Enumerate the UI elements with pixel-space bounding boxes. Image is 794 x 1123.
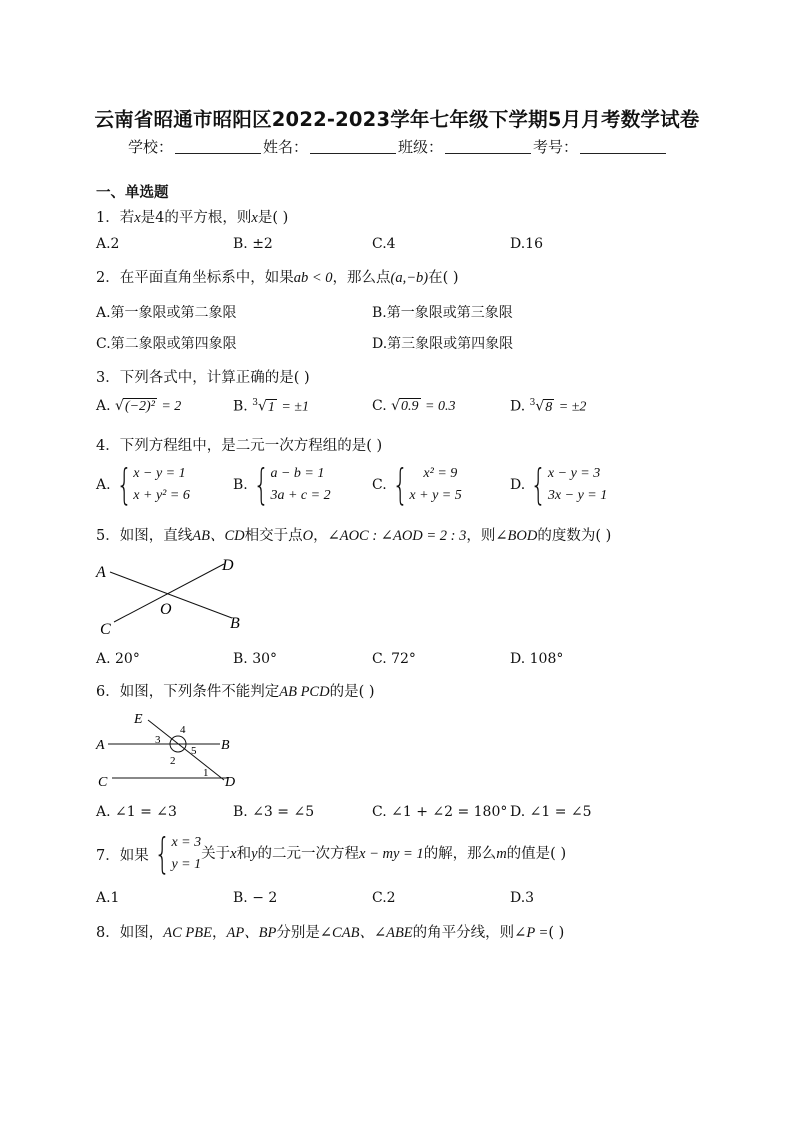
q5-figure <box>90 552 260 640</box>
q1-option-c: C.4 <box>372 236 396 252</box>
q6-figure <box>90 708 250 794</box>
class-blank <box>445 139 531 154</box>
question-7: 7．如果 { x = 3 y = 1 关于x和y的二元一次方程x − my = 1的解，那么m的值是( ) <box>96 829 567 878</box>
page-title: 云南省昭通市昭阳区2022-2023学年七年级下学期5月月考数学试卷 <box>94 108 700 131</box>
label-c: C <box>98 775 108 790</box>
angle-3: 3 <box>155 734 161 746</box>
label-d: D <box>222 557 234 574</box>
label-e: E <box>134 712 143 727</box>
angle-5: 5 <box>191 745 197 757</box>
q3-option-b: B. $^3$√1 = ±1 <box>233 398 309 415</box>
school-label: 学校： <box>128 138 174 156</box>
label-a: A <box>96 738 105 753</box>
question-2: 2．在平面直角坐标系中，如果ab < 0，那么点(a,−b)在( ) <box>96 270 459 286</box>
q7-option-b: B. − 2 <box>233 890 278 906</box>
q7-option-d: D.3 <box>510 890 535 906</box>
q6-option-a: A. ∠1 = ∠3 <box>96 804 177 820</box>
question-5: 5．如图，直线AB、CD相交于点O，∠AOC : ∠AOD = 2 : 3，则∠BOD的度数为( ) <box>96 528 612 544</box>
label-d: D <box>225 775 236 790</box>
school-blank <box>175 139 261 154</box>
q5-option-a: A. 20° <box>96 651 140 667</box>
q7-option-a: A.1 <box>96 890 120 906</box>
question-8: 8．如图，AC PBE，AP、BP分别是∠CAB、∠ABE的角平分线，则∠P =( ) <box>96 925 565 941</box>
q4-option-c: C. { x² = 9 x + y = 5 <box>372 460 462 509</box>
label-b: B <box>230 615 240 632</box>
class-label: 班级： <box>398 138 444 156</box>
label-c: C <box>100 621 111 638</box>
question-3: 3．下列各式中，计算正确的是( ) <box>96 370 310 386</box>
q1-option-b: B. ±2 <box>233 236 273 252</box>
q3-option-a: A. √(−2)² = 2 <box>96 398 182 414</box>
q5-option-b: B. 30° <box>233 651 278 667</box>
student-info-line <box>128 136 668 157</box>
label-o: O <box>160 601 172 618</box>
q2-option-b: B.第一象限或第三象限 <box>372 305 513 321</box>
name-blank <box>310 139 396 154</box>
q1-option-d: D.16 <box>510 236 543 252</box>
q7-option-c: C.2 <box>372 890 396 906</box>
question-1: 1．若x是4的平方根，则x是( ) <box>96 210 289 226</box>
section-heading: 一、单选题 <box>96 185 169 201</box>
number-label: 考号： <box>533 138 579 156</box>
q3-option-c: C. √0.9 = 0.3 <box>372 398 456 414</box>
q4-option-d: D. { x − y = 3 3x − y = 1 <box>510 460 608 509</box>
angle-4: 4 <box>180 724 186 736</box>
q2-option-d: D.第三象限或第四象限 <box>372 336 514 352</box>
q6-option-b: B. ∠3 = ∠5 <box>233 804 315 820</box>
q6-option-d: D. ∠1 = ∠5 <box>510 804 592 820</box>
angle-2: 2 <box>170 755 176 767</box>
number-blank <box>580 139 666 154</box>
q5-option-c: C. 72° <box>372 651 416 667</box>
transversal <box>148 720 224 780</box>
q3-option-d: D. $^3$√8 = ±2 <box>510 398 587 415</box>
question-4: 4．下列方程组中，是二元一次方程组的是( ) <box>96 438 383 454</box>
q4-option-a: A. { x − y = 1 x + y² = 6 <box>96 460 190 509</box>
q4-option-b: B. { a − b = 1 3a + c = 2 <box>233 460 331 509</box>
q1-option-a: A.2 <box>96 236 120 252</box>
q6-option-c: C. ∠1 + ∠2 = 180° <box>372 804 508 820</box>
name-label: 姓名： <box>263 138 309 156</box>
label-b: B <box>221 738 230 753</box>
q5-option-d: D. 108° <box>510 651 564 667</box>
q2-option-c: C.第二象限或第四象限 <box>96 336 237 352</box>
q2-option-a: A.第一象限或第二象限 <box>96 305 237 321</box>
label-a: A <box>96 564 106 581</box>
question-6: 6．如图，下列条件不能判定AB PCD的是( ) <box>96 684 375 700</box>
angle-1: 1 <box>203 767 209 779</box>
